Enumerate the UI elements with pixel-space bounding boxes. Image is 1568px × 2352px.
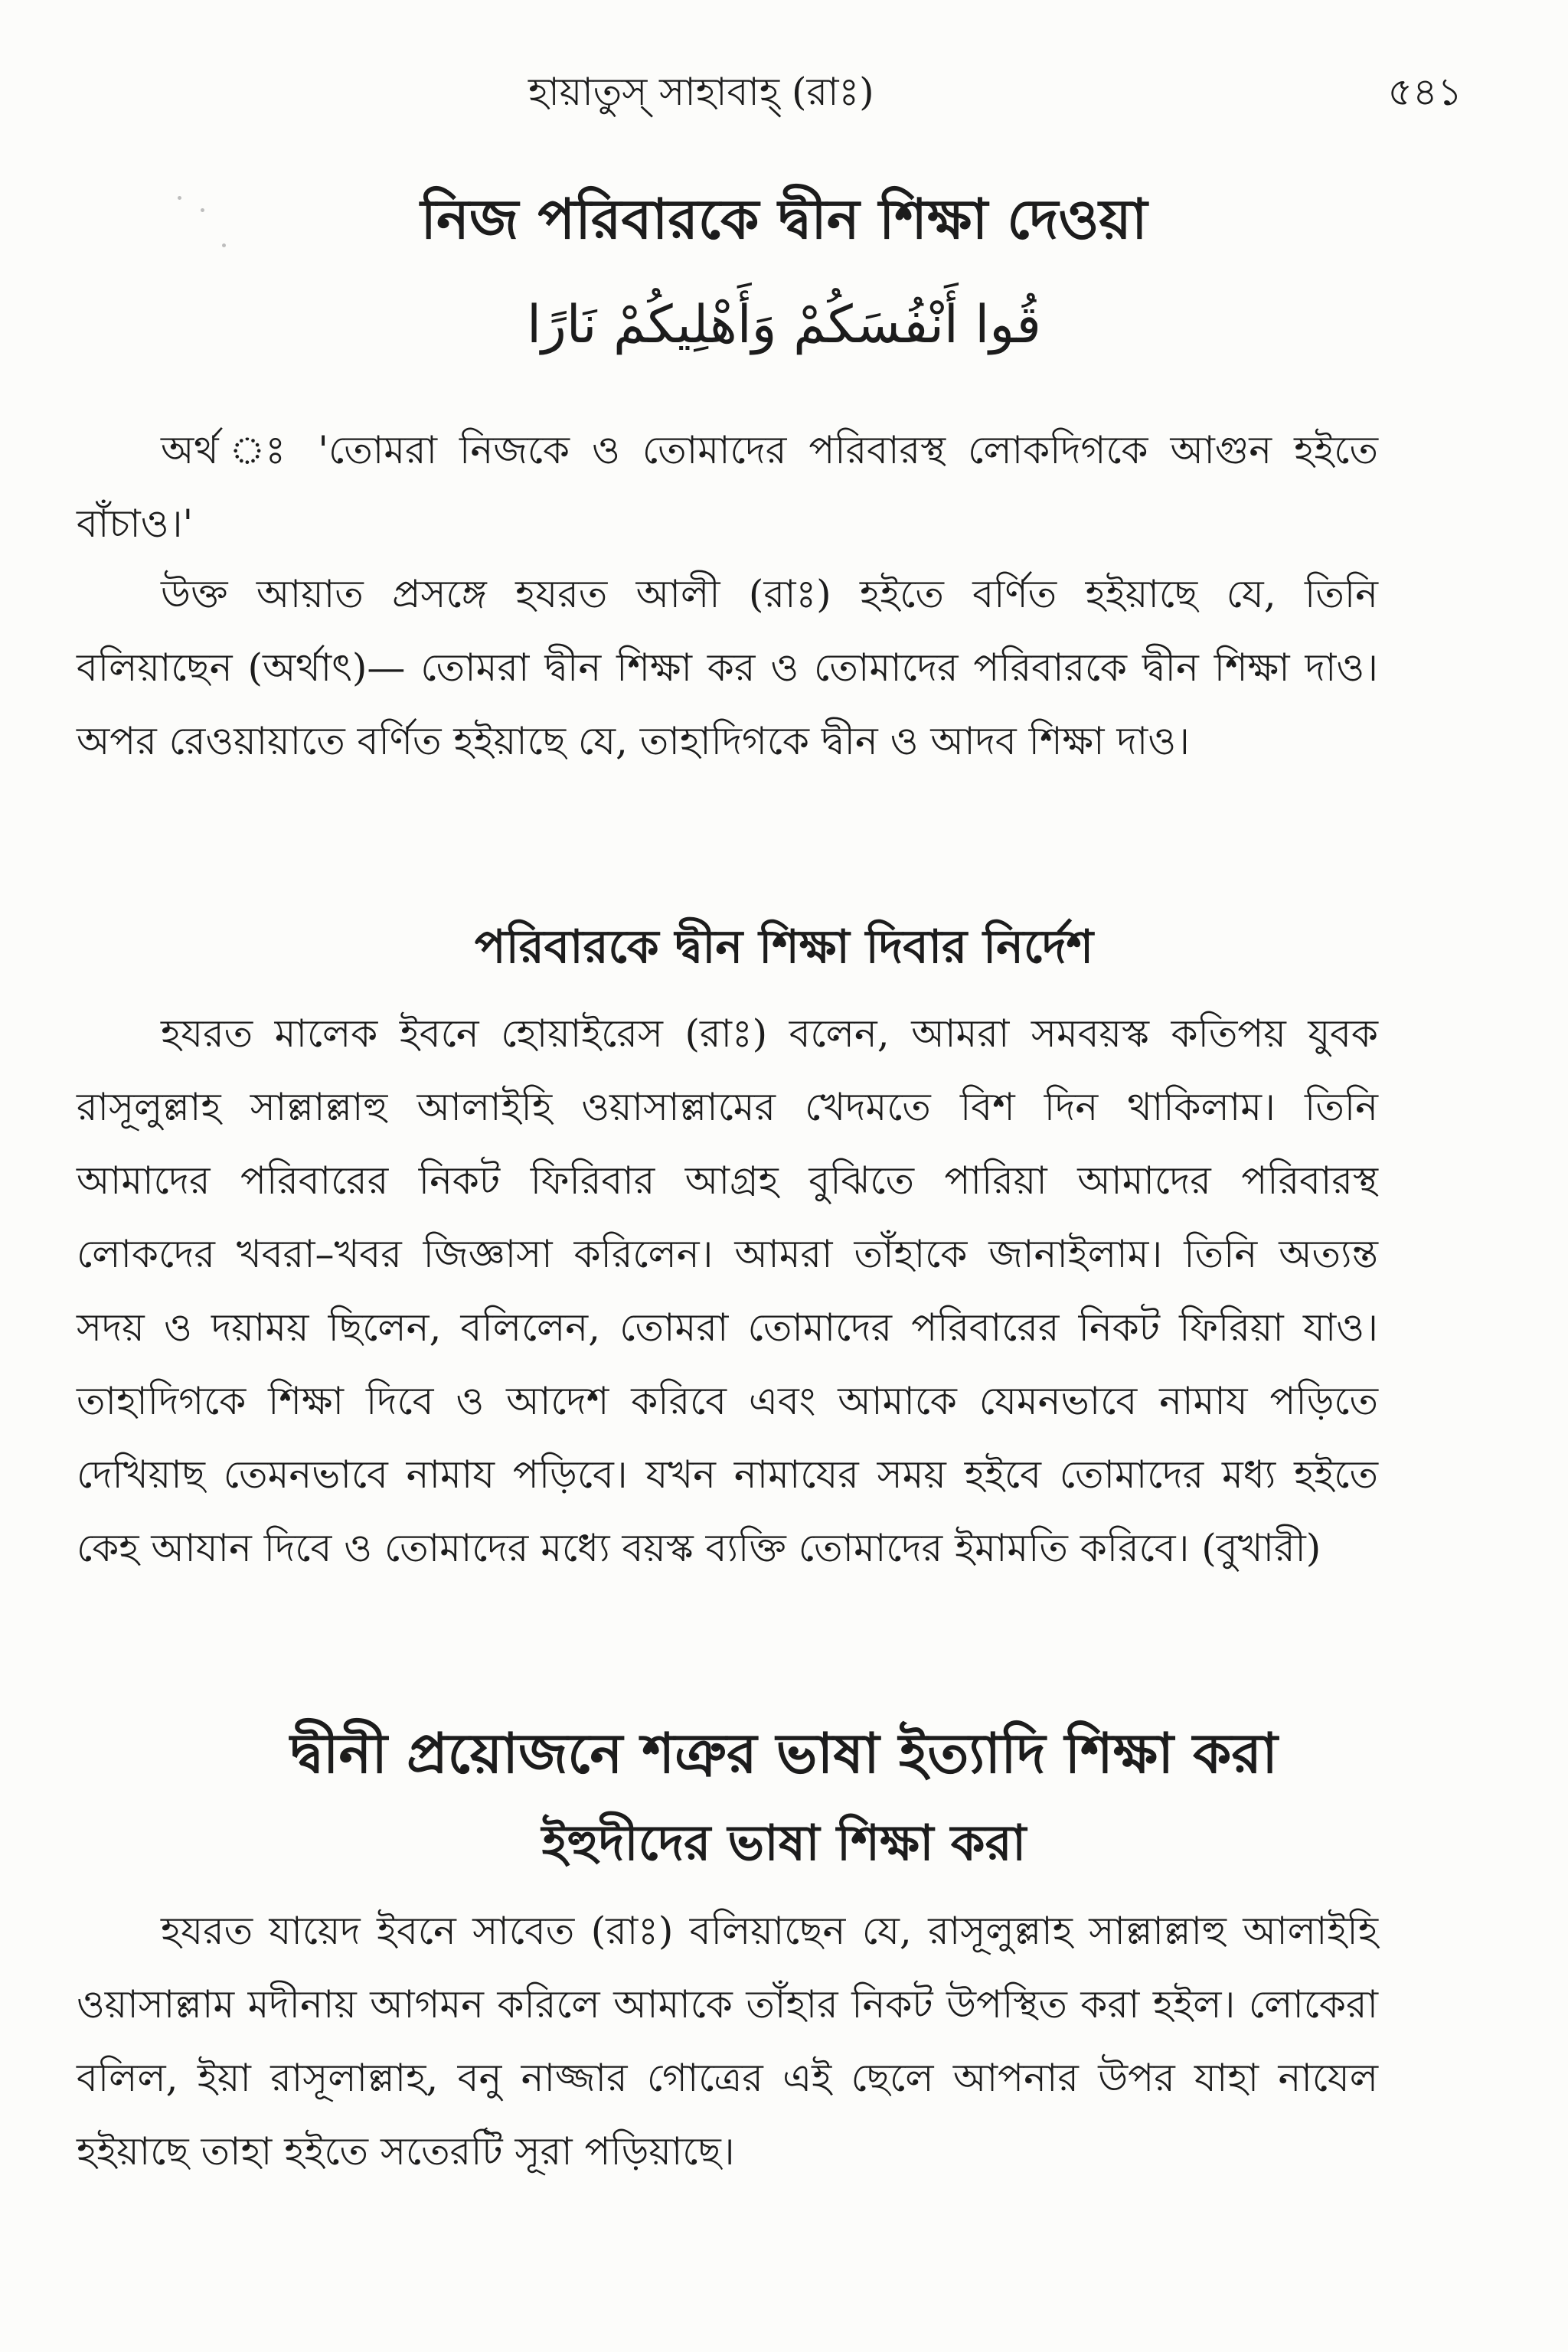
section-heading: নিজ পরিবারকে দ্বীন শিক্ষা দেওয়া — [420, 186, 1148, 251]
running-title: হায়াতুস্ সাহাবাহ্ (রাঃ) — [528, 70, 874, 114]
verse-meaning: অর্থ ঃ 'তোমরা নিজকে ও তোমাদের পরিবারস্থ লোকদিগকে আগুন হইতে বাঁচাও।' — [77, 428, 1378, 546]
body-paragraph: হযরত মালেক ইবনে হোয়াইরেস (রাঃ) বলেন, আমরা সমবয়স্ক কতিপয় যুবক রাসূলুল্লাহ সাল্লাল্লাহু আলাইহি ওয়াসাল্লামের খেদমতে বিশ দিন থাকিলাম। তিনি আমাদের পরিবারের নিকট ফিরিবার আগ্রহ বুঝিতে পারিয়া আমাদের পরিবারস্থ লোকদের খবরা–খবর জিজ্ঞাসা করিলেন। আমরা তাঁহাকে জানাইলাম। তিনি অত্যন্ত সদয় ও দয়াময় ছিলেন, বলিলেন, তোমরা তোমাদের পরিবারের নিকট ফিরিয়া যাও। তাহাদিগকে শিক্ষা দিবে ও আদেশ করিবে এবং আমাকে যেমনভাবে নামায পড়িতে দেখিয়াছ তেমনভাবে নামায পড়িবে। যখন নামাযের সময় হইবে তোমাদের মধ্য হইতে কেহ আযান দিবে ও তোমাদের মধ্যে বয়স্ক ব্যক্তি তোমাদের ইমামতি করিবে। (বুখারী) — [77, 1011, 1378, 1570]
section-subheading: ইহুদীদের ভাষা শিক্ষা করা — [541, 1815, 1027, 1872]
section-heading: পরিবারকে দ্বীন শিক্ষা দিবার নির্দেশ — [474, 920, 1094, 974]
body-paragraph: উক্ত আয়াত প্রসঙ্গে হযরত আলী (রাঃ) হইতে বর্ণিত হইয়াছে যে, তিনি বলিয়াছেন (অর্থাৎ)— তোমরা দ্বীন শিক্ষা কর ও তোমাদের পরিবারকে দ্বীন শিক্ষা দাও। অপর রেওয়ায়াতে বর্ণিত হইয়াছে যে, তাহাদিগকে দ্বীন ও আদব শিক্ষা দাও। — [77, 572, 1378, 763]
body-paragraph: হযরত যায়েদ ইবনে সাবেত (রাঃ) বলিয়াছেন যে, রাসূলুল্লাহ সাল্লাল্লাহু আলাইহি ওয়াসাল্লাম মদীনায় আগমন করিলে আমাকে তাঁহার নিকট উপস্থিত করা হইল। লোকেরা বলিল, ইয়া রাসূলাল্লাহ, বনু নাজ্জার গোত্রের এই ছেলে আপনার উপর যাহা নাযেল হইয়াছে তাহা হইতে সতেরটি সূরা পড়িয়াছে। — [77, 1909, 1378, 2174]
arabic-verse: قُوا أَنْفُسَكُمْ وَأَهْلِيكُمْ نَارًا — [527, 295, 1041, 355]
page-number: ৫৪১ — [1387, 70, 1462, 114]
running-header — [0, 64, 1568, 119]
section-heading: দ্বীনী প্রয়োজনে শত্রুর ভাষা ইত্যাদি শিক্ষা করা — [290, 1720, 1278, 1785]
